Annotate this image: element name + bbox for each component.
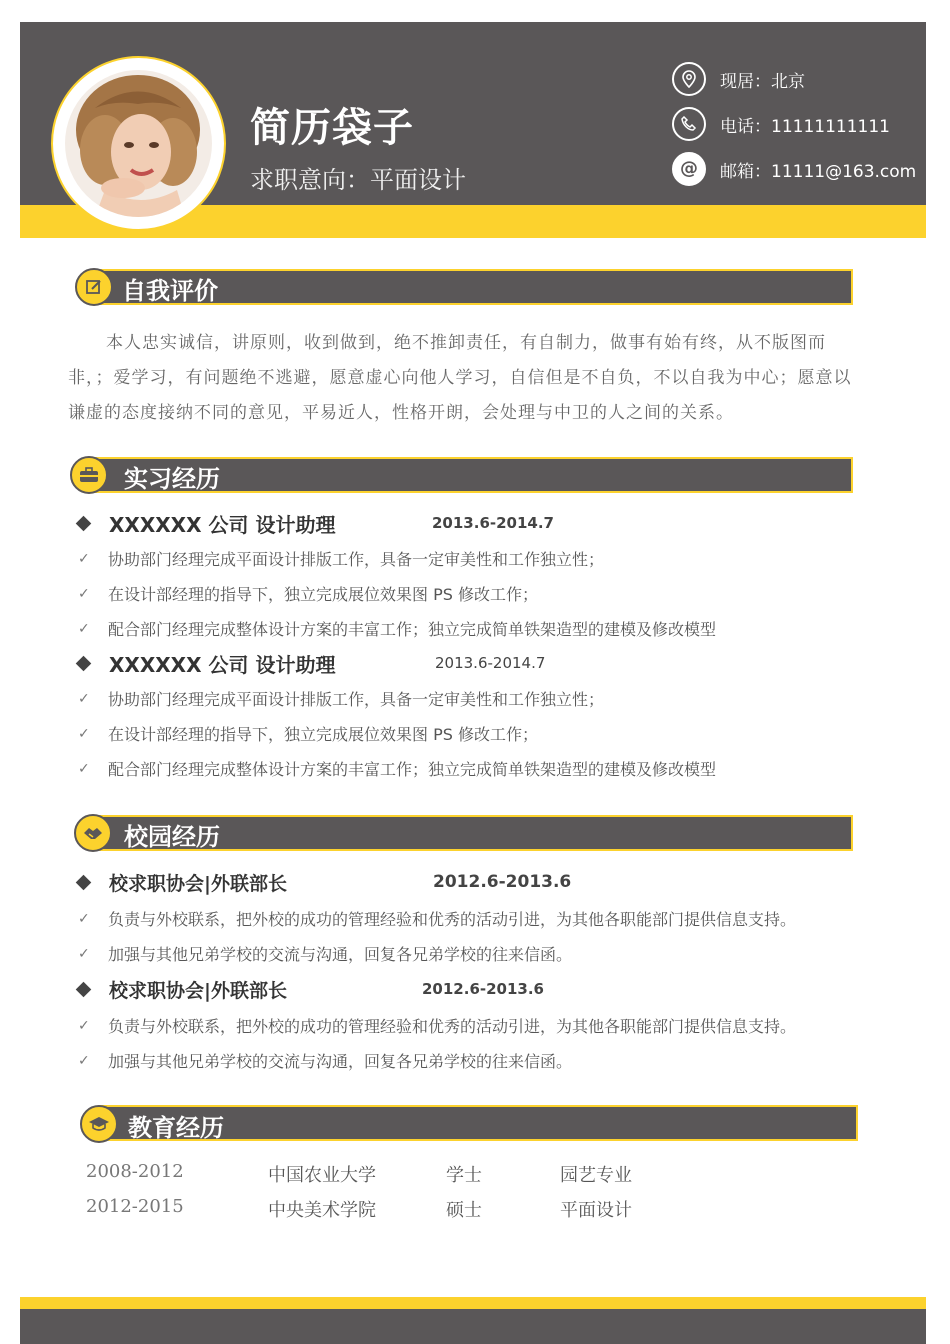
diamond-bullet-icon	[76, 875, 92, 891]
footer-banner	[20, 1309, 926, 1344]
job-intent: 求职意向：平面设计	[250, 166, 466, 194]
item-text: 负责与外校联系，把外校的成功的管理经验和优秀的活动引进，为其他各职能部门提供信息支持。	[108, 910, 797, 929]
item-text: 在设计部经理的指导下，独立完成展位效果图 PS 修改工作；	[108, 725, 538, 744]
check-icon: ✓	[78, 945, 90, 962]
job-date: 2013.6-2014.7	[432, 514, 554, 532]
edu-school: 中央美术学院	[268, 1200, 376, 1221]
check-icon: ✓	[78, 690, 90, 707]
section-edu-title: 教育经历	[128, 1114, 224, 1142]
phone-icon	[672, 107, 706, 141]
contact-phone-text: 电话：11111111111	[720, 116, 890, 137]
handshake-icon	[74, 814, 112, 852]
edu-major: 园艺专业	[560, 1165, 632, 1186]
job-date: 2012.6-2013.6	[433, 872, 572, 892]
briefcase-icon	[70, 456, 108, 494]
avatar-frame	[51, 56, 226, 231]
item-text: 协助部门经理完成平面设计排版工作，具备一定审美性和工作独立性；	[108, 550, 605, 569]
check-icon: ✓	[78, 725, 90, 742]
intern-job-1	[78, 509, 335, 538]
edu-years: 2012-2015	[86, 1196, 184, 1217]
edu-years: 2008-2012	[86, 1161, 184, 1182]
footer-stripe	[20, 1297, 926, 1309]
contact-location-text: 现居：北京	[720, 71, 805, 92]
self-evaluation-text: 本人忠实诚信，讲原则，收到做到，绝不推卸责任，有自制力，做事有始有终，从不版图而非，；爱学习，有问题绝不逃避，愿意虚心向他人学习，自信但是不自负，不以自我为中心；愿意以谦虚的态度接纳不同的意见，平易近人，性格开朗，会处理与中卫的人之间的关系。	[68, 333, 852, 423]
list-item	[78, 722, 538, 745]
item-text: 负责与外校联系，把外校的成功的管理经验和优秀的活动引进，为其他各职能部门提供信息支持。	[108, 1017, 797, 1036]
candidate-name: 简历袋子	[250, 105, 414, 151]
list-item	[78, 907, 796, 930]
item-text: 配合部门经理完成整体设计方案的丰富工作；独立完成简单铁架造型的建模及修改模型	[108, 620, 717, 639]
campus-role-2	[78, 976, 287, 1003]
item-text: 协助部门经理完成平面设计排版工作，具备一定审美性和工作独立性；	[108, 690, 605, 709]
check-icon: ✓	[78, 1017, 90, 1034]
list-item	[78, 942, 572, 965]
item-text: 配合部门经理完成整体设计方案的丰富工作；独立完成简单铁架造型的建模及修改模型	[108, 760, 717, 779]
list-item	[78, 582, 538, 605]
diamond-bullet-icon	[76, 656, 92, 672]
contact-phone	[672, 107, 890, 141]
check-icon: ✓	[78, 1052, 90, 1069]
graduation-cap-icon	[80, 1105, 118, 1143]
check-icon: ✓	[78, 550, 90, 567]
intern-job-2	[78, 649, 335, 678]
check-icon: ✓	[78, 760, 90, 777]
section-intern-title: 实习经历	[124, 465, 220, 493]
avatar	[65, 70, 212, 217]
edu-degree: 学士	[446, 1165, 482, 1186]
edu-school: 中国农业大学	[268, 1165, 376, 1186]
diamond-bullet-icon	[76, 982, 92, 998]
section-campus-title: 校园经历	[124, 823, 220, 851]
contact-email	[672, 152, 916, 186]
item-text: 加强与其他兄弟学校的交流与沟通，回复各兄弟学校的往来信函。	[108, 945, 573, 964]
check-icon: ✓	[78, 910, 90, 927]
check-icon: ✓	[78, 585, 90, 602]
list-item	[78, 1014, 796, 1037]
job-date: 2013.6-2014.7	[435, 654, 546, 672]
item-text: 加强与其他兄弟学校的交流与沟通，回复各兄弟学校的往来信函。	[108, 1052, 573, 1071]
list-item	[78, 1049, 572, 1072]
diamond-bullet-icon	[76, 516, 92, 532]
email-icon: @	[672, 152, 706, 186]
contact-location	[672, 62, 805, 96]
edu-degree: 硕士	[446, 1200, 482, 1221]
list-item	[78, 617, 716, 640]
job-title: 校求职协会|外联部长	[109, 980, 287, 1002]
section-self-title: 自我评价	[122, 277, 218, 305]
item-text: 在设计部经理的指导下，独立完成展位效果图 PS 修改工作；	[108, 585, 538, 604]
campus-role-1	[78, 869, 287, 896]
list-item	[78, 547, 604, 570]
check-icon: ✓	[78, 620, 90, 637]
edu-major: 平面设计	[560, 1200, 632, 1221]
job-title: XXXXXX 公司 设计助理	[109, 653, 336, 677]
job-title: XXXXXX 公司 设计助理	[109, 513, 336, 537]
location-icon	[672, 62, 706, 96]
list-item	[78, 687, 604, 710]
list-item	[78, 757, 716, 780]
job-date: 2012.6-2013.6	[422, 980, 544, 998]
edit-icon	[75, 268, 113, 306]
contact-email-text: 邮箱：11111@163.com	[720, 161, 917, 182]
job-title: 校求职协会|外联部长	[109, 873, 287, 895]
